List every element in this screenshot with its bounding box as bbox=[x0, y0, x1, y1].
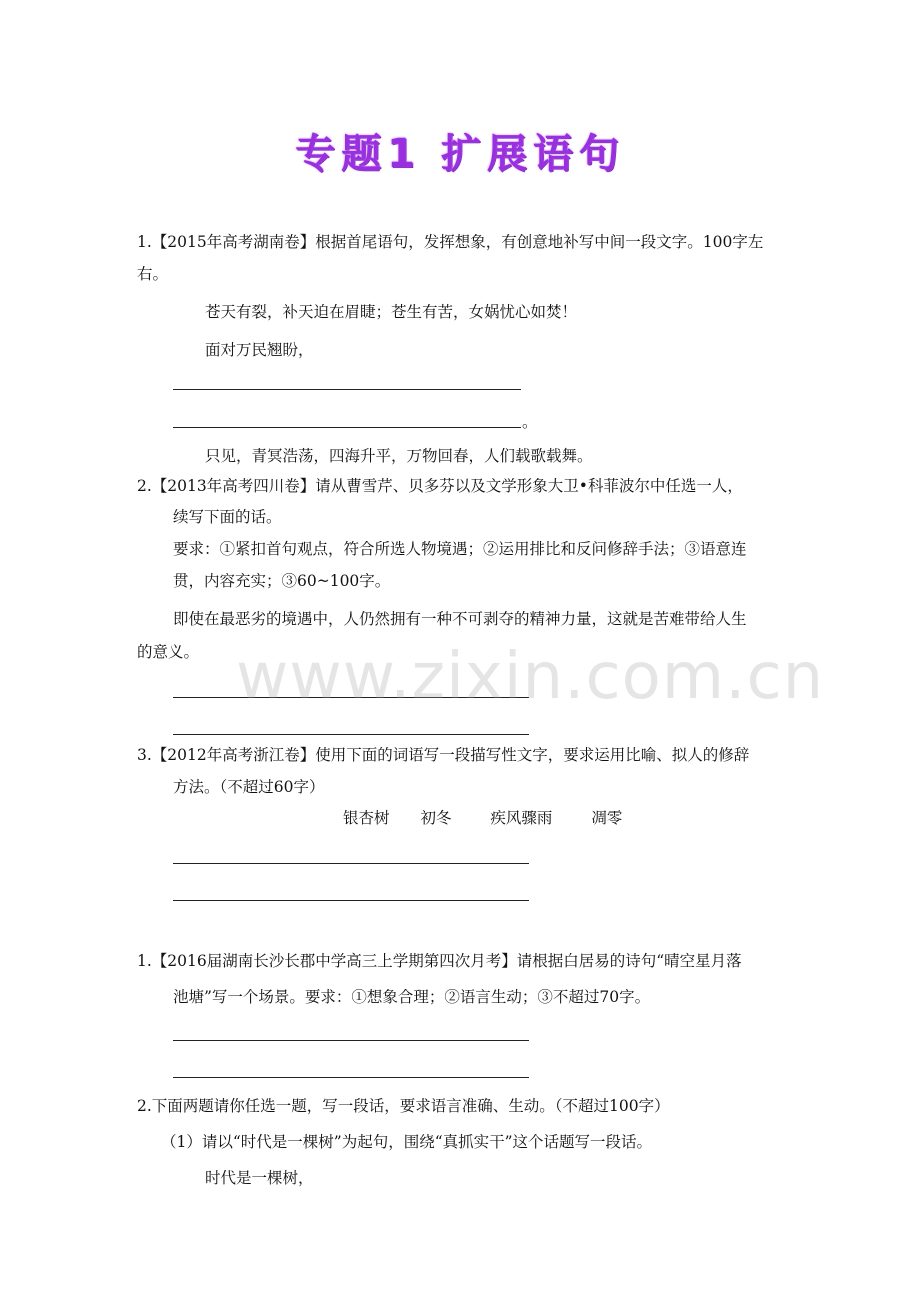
q1-end: 只见，青冥浩荡，四海升平，万物回春，人们载歌载舞。 bbox=[205, 447, 593, 465]
q5-start: 时代是一棵树， bbox=[205, 1169, 314, 1187]
answer-line[interactable] bbox=[173, 389, 521, 390]
q5-sub1: （1）请以“时代是一棵树”为起句，围绕“真抓实干”这个话题写一段话。 bbox=[161, 1133, 653, 1151]
page-title: 专题1 扩展语句 bbox=[295, 131, 625, 177]
q4-line1: 1.【2016届湖南长沙长郡中学高三上学期第四次月考】请根据白居易的诗句“晴空星月落 bbox=[137, 952, 742, 970]
q2-line1: 2.【2013年高考四川卷】请从曹雪芹、贝多芬以及文学形象大卫•科菲波尔中任选一人， bbox=[137, 477, 743, 495]
answer-line[interactable] bbox=[173, 734, 529, 735]
q4-line2: 池塘”写一个场景。要求：①想象合理；②语言生动；③不超过70字。 bbox=[173, 988, 651, 1006]
q1-period: 。 bbox=[522, 413, 538, 431]
q2-req2: 贯，内容充实；③60~100字。 bbox=[173, 572, 391, 590]
watermark: www.zixin.com.cn bbox=[236, 640, 825, 714]
answer-line[interactable] bbox=[173, 427, 521, 428]
q2-req1: 要求：①紧扣首句观点，符合所选人物境遇；②运用排比和反问修辞手法；③语意连 bbox=[173, 540, 747, 558]
q3-word: 初冬 bbox=[420, 809, 452, 827]
answer-line[interactable] bbox=[173, 1077, 529, 1078]
q3-word: 银杏树 bbox=[343, 809, 390, 827]
q3-word: 疾风骤雨 bbox=[490, 809, 553, 827]
answer-line[interactable] bbox=[173, 900, 529, 901]
q1-line1: 1.【2015年高考湖南卷】根据首尾语句，发挥想象，有创意地补写中间一段文字。100字左 bbox=[137, 233, 764, 251]
q3-word: 凋零 bbox=[591, 809, 623, 827]
q3-word-list bbox=[343, 808, 622, 828]
q1-line2: 右。 bbox=[137, 265, 169, 283]
q1-lead: 苍天有裂，补天迫在眉睫；苍生有苦，女娲忧心如焚！ bbox=[205, 303, 578, 321]
q2-text2: 的意义。 bbox=[137, 643, 200, 661]
answer-line[interactable] bbox=[173, 863, 529, 864]
answer-line[interactable] bbox=[173, 1040, 529, 1041]
q3-line2: 方法。（不超过60字） bbox=[173, 778, 325, 796]
q5-line1: 2.下面两题请你任选一题，写一段话，要求语言准确、生动。（不超过100字） bbox=[137, 1097, 670, 1115]
q1-start: 面对万民翘盼， bbox=[205, 341, 314, 359]
q2-text1: 即使在最恶劣的境遇中，人仍然拥有一种不可剥夺的精神力量，这就是苦难带给人生 bbox=[173, 610, 747, 628]
q2-line2: 续写下面的话。 bbox=[173, 508, 282, 526]
q3-line1: 3.【2012年高考浙江卷】使用下面的词语写一段描写性文字，要求运用比喻、拟人的修辞 bbox=[137, 746, 750, 764]
